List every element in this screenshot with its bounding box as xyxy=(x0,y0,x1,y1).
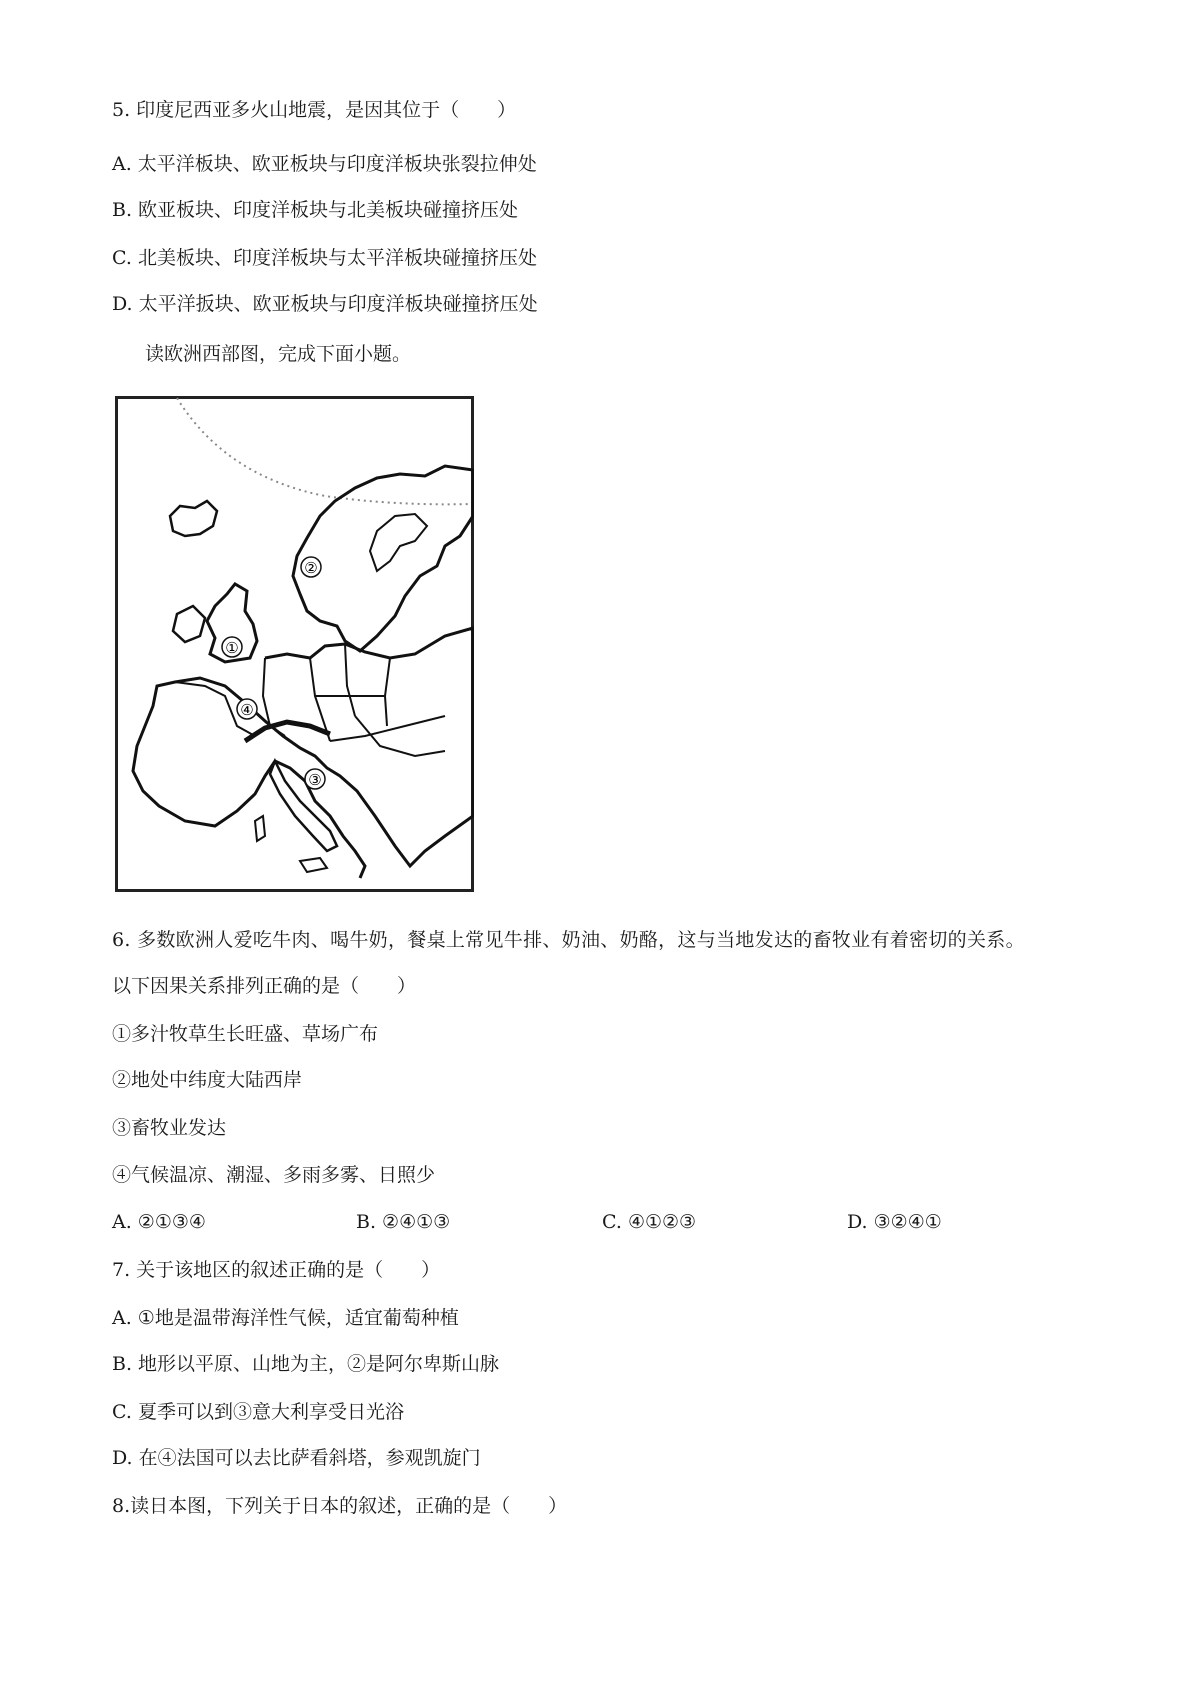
q6-option-a: A. ②①③④ xyxy=(112,1211,206,1233)
marker-3-label: ③ xyxy=(308,771,322,789)
q5-option-a: A. 太平洋板块、欧亚板块与印度洋板块张裂拉伸处 xyxy=(112,153,537,175)
q6-option-d: D. ③②④① xyxy=(847,1211,942,1233)
q6-option-c: C. ④①②③ xyxy=(602,1211,697,1233)
q8-stem: 8.读日本图，下列关于日本的叙述，正确的是（ ） xyxy=(112,1495,568,1517)
q6-item-3: ③畜牧业发达 xyxy=(112,1117,227,1139)
marker-2 xyxy=(301,557,321,577)
marker-4-label: ④ xyxy=(240,701,254,719)
marker-4 xyxy=(237,699,257,719)
q6-item-4: ④气候温凉、潮湿、多雨多雾、日照少 xyxy=(112,1164,436,1186)
europe-map xyxy=(115,396,474,892)
q6-options xyxy=(112,1211,1112,1235)
q6-item-2: ②地处中纬度大陆西岸 xyxy=(112,1069,303,1091)
map-intro: 读欧洲西部图，完成下面小题。 xyxy=(145,343,412,365)
q5-option-c: C. 北美板块、印度洋板块与太平洋板块碰撞挤压处 xyxy=(112,247,537,269)
q7-option-c: C. 夏季可以到③意大利享受日光浴 xyxy=(112,1401,404,1423)
q6-item-1: ①多汁牧草生长旺盛、草场广布 xyxy=(112,1023,379,1045)
q5-option-b: B. 欧亚板块、印度洋板块与北美板块碰撞挤压处 xyxy=(112,199,519,221)
q6-stem-line2: 以下因果关系排列正确的是（ ） xyxy=(112,975,417,997)
marker-3 xyxy=(305,769,325,789)
q5-option-d: D. 太平洋扳块、欧亚板块与印度洋板块碰撞挤压处 xyxy=(112,293,538,315)
marker-1-label: ① xyxy=(225,639,239,657)
q7-option-d: D. 在④法国可以去比萨看斜塔，参观凯旋门 xyxy=(112,1447,481,1469)
q6-option-b: B. ②④①③ xyxy=(356,1211,451,1233)
q7-option-b: B. 地形以平原、山地为主，②是阿尔卑斯山脉 xyxy=(112,1353,500,1375)
marker-2-label: ② xyxy=(304,559,318,577)
q6-stem-line1: 6. 多数欧洲人爱吃牛肉、喝牛奶，餐桌上常见牛排、奶油、奶酪，这与当地发达的畜牧业有着密切的关系。 xyxy=(112,929,1025,951)
q7-stem: 7. 关于该地区的叙述正确的是（ ） xyxy=(112,1259,441,1281)
q7-option-a: A. ①地是温带海洋性气候，适宜葡萄种植 xyxy=(112,1307,459,1329)
q5-stem: 5. 印度尼西亚多火山地震，是因其位于（ ） xyxy=(112,99,517,121)
marker-1 xyxy=(222,637,242,657)
